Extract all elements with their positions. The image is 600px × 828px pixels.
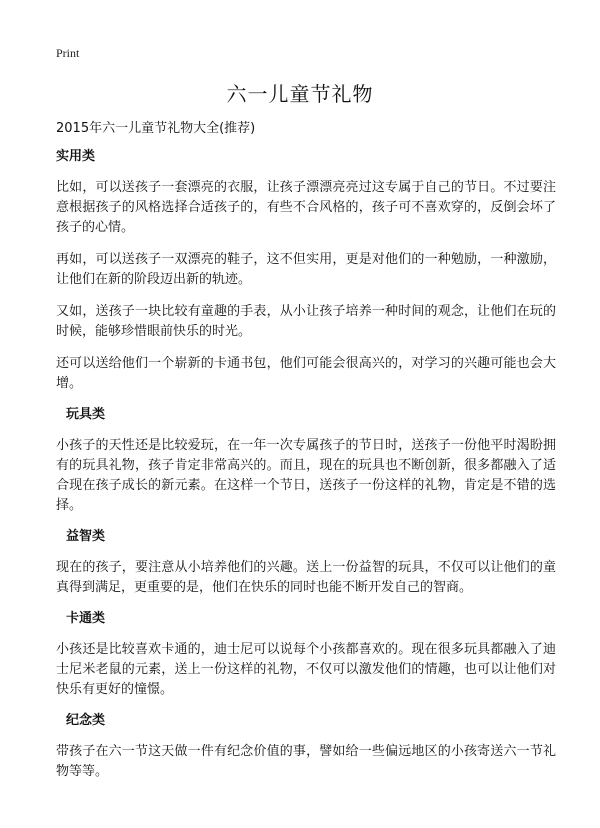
section-cartoon [56, 610, 556, 700]
paragraph: 还可以送给他们一个崭新的卡通书包，他们可能会很高兴的，对学习的兴趣可能也会大增。 [56, 356, 556, 391]
section-heading: 卡通类 [66, 611, 106, 626]
document-subtitle: 2015年六一儿童节礼物大全(推荐) [56, 121, 256, 136]
section-heading: 实用类 [56, 149, 96, 164]
document-body [56, 120, 556, 794]
paragraph: 比如，可以送孩子一套漂亮的衣服，让孩子漂漂亮亮过这专属于自己的节日。不过要注意根据孩子的风格选择合适孩子的，有些不合风格的，孩子可不喜欢穿的，反倒会坏了孩子的心情。 [56, 180, 556, 235]
section-heading: 玩具类 [66, 407, 106, 422]
paragraph: 又如，送孩子一块比较有童趣的手表，从小让孩子培养一种时间的观念，让他们在玩的时候，能够珍惜眼前快乐的时光。 [56, 304, 556, 339]
paragraph: 带孩子在六一节这天做一件有纪念价值的事，譬如给一些偏远地区的小孩寄送六一节礼物等等。 [56, 744, 556, 779]
paragraph: 小孩子的天性还是比较爱玩，在一年一次专属孩子的节日时，送孩子一份他平时渴盼拥有的玩具礼物，孩子肯定非常高兴的。而且，现在的玩具也不断创新，很多都融入了适合现在孩子成长的新元素。在这样一个节日，送孩子一份这样的礼物，肯定是不错的选择。 [56, 438, 556, 513]
section-heading: 益智类 [66, 529, 106, 544]
paragraph: 小孩还是比较喜欢卡通的，迪士尼可以说每个小孩都喜欢的。现在很多玩具都融入了迪士尼米老鼠的元素，送上一份这样的礼物，不仅可以激发他们的情趣，也可以让他们对快乐有更好的憧憬。 [56, 642, 556, 697]
paragraph: 现在的孩子，要注意从小培养他们的兴趣。送上一份益智的玩具，不仅可以让他们的童真得到满足，更重要的是，他们在快乐的同时也能不断开发自己的智商。 [56, 560, 556, 595]
section-toys [56, 406, 556, 516]
section-educational [56, 528, 556, 598]
section-practical [56, 148, 556, 394]
page-title: 六一儿童节礼物 [226, 82, 374, 106]
section-heading: 纪念类 [66, 713, 106, 728]
print-label: Print [56, 46, 80, 60]
paragraph: 再如，可以送孩子一双漂亮的鞋子，这不但实用，更是对他们的一种勉励，一种激励，让他们在新的阶段迈出新的轨迹。 [56, 252, 556, 287]
section-commemorative [56, 712, 556, 782]
